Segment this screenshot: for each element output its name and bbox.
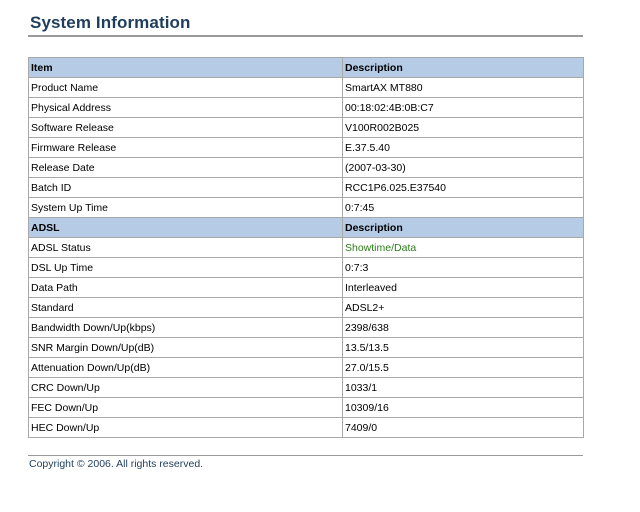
row-value-system-up-time: 0:7:45 (343, 198, 584, 218)
system-info-table (28, 57, 584, 438)
row-label-data-path: Data Path (29, 278, 343, 298)
row-value-software-release: V100R002B025 (343, 118, 584, 138)
row-label-fec: FEC Down/Up (29, 398, 343, 418)
footer-divider (28, 455, 583, 456)
row-label-standard: Standard (29, 298, 343, 318)
row-value-hec: 7409/0 (343, 418, 584, 438)
row-value-adsl-status: Showtime/Data (343, 238, 584, 258)
table-row (29, 98, 584, 118)
row-label-batch-id: Batch ID (29, 178, 343, 198)
row-value-standard: ADSL2+ (343, 298, 584, 318)
row-value-dsl-up-time: 0:7:3 (343, 258, 584, 278)
table-row (29, 138, 584, 158)
row-label-attenuation: Attenuation Down/Up(dB) (29, 358, 343, 378)
header-adsl: ADSL (29, 218, 343, 238)
table-row (29, 118, 584, 138)
row-value-physical-address: 00:18:02:4B:0B:C7 (343, 98, 584, 118)
title-divider (28, 35, 583, 37)
table-row (29, 418, 584, 438)
copyright-text: Copyright © 2006. All rights reserved. (29, 458, 204, 470)
row-label-product-name: Product Name (29, 78, 343, 98)
row-value-bandwidth: 2398/638 (343, 318, 584, 338)
row-label-firmware-release: Firmware Release (29, 138, 343, 158)
header-item: Item (29, 58, 343, 78)
table-row (29, 318, 584, 338)
table-row (29, 298, 584, 318)
row-label-physical-address: Physical Address (29, 98, 343, 118)
table-row (29, 178, 584, 198)
row-value-batch-id: RCC1P6.025.E37540 (343, 178, 584, 198)
header-description: Description (343, 58, 584, 78)
table-row (29, 238, 584, 258)
table-row (29, 158, 584, 178)
row-value-attenuation: 27.0/15.5 (343, 358, 584, 378)
table-row (29, 378, 584, 398)
row-label-hec: HEC Down/Up (29, 418, 343, 438)
table-row (29, 78, 584, 98)
row-label-system-up-time: System Up Time (29, 198, 343, 218)
table-row (29, 198, 584, 218)
adsl-header-row (29, 218, 584, 238)
table-row (29, 358, 584, 378)
row-label-bandwidth: Bandwidth Down/Up(kbps) (29, 318, 343, 338)
row-label-crc: CRC Down/Up (29, 378, 343, 398)
row-label-adsl-status: ADSL Status (29, 238, 343, 258)
system-header-row (29, 58, 584, 78)
row-label-snr-margin: SNR Margin Down/Up(dB) (29, 338, 343, 358)
row-value-release-date: (2007-03-30) (343, 158, 584, 178)
header-description: Description (343, 218, 584, 238)
row-value-data-path: Interleaved (343, 278, 584, 298)
table-row (29, 338, 584, 358)
row-value-snr-margin: 13.5/13.5 (343, 338, 584, 358)
row-label-release-date: Release Date (29, 158, 343, 178)
row-value-crc: 1033/1 (343, 378, 584, 398)
table-row (29, 398, 584, 418)
row-value-product-name: SmartAX MT880 (343, 78, 584, 98)
row-value-fec: 10309/16 (343, 398, 584, 418)
table-row (29, 258, 584, 278)
row-value-firmware-release: E.37.5.40 (343, 138, 584, 158)
page-title: System Information (30, 13, 191, 32)
table-row (29, 278, 584, 298)
row-label-dsl-up-time: DSL Up Time (29, 258, 343, 278)
row-label-software-release: Software Release (29, 118, 343, 138)
